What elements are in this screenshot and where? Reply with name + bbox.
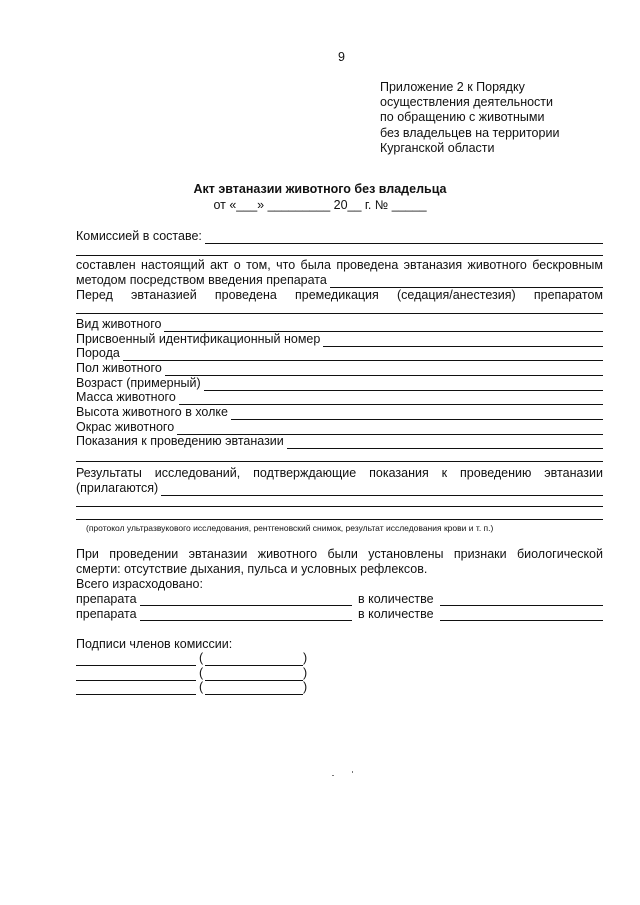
results-note: (протокол ультразвукового исследования, рентгеновский снимок, результат исследования крови и т. п.) — [86, 523, 494, 533]
field-label: Присвоенный идентификационный номер — [76, 332, 321, 346]
method-label: методом посредством введения препарата — [76, 273, 327, 287]
annex-line: без владельцев на территории — [380, 125, 560, 140]
field-animal-type[interactable] — [76, 317, 603, 332]
premedication-drug-field[interactable] — [76, 273, 603, 288]
annex-line: по обращению с животными — [380, 110, 545, 125]
blank-line — [231, 407, 603, 420]
field-id-number[interactable] — [76, 332, 603, 347]
drug-label: препарата — [76, 592, 137, 606]
field-indications[interactable] — [76, 434, 603, 449]
blank-line — [76, 461, 603, 462]
field-sex[interactable] — [76, 361, 603, 376]
signature-name-blank[interactable] — [205, 665, 303, 666]
quantity-label: в количестве — [358, 592, 434, 606]
annex-line: осуществления деятельности — [380, 95, 554, 110]
blank-line — [179, 392, 603, 405]
blank-line — [76, 506, 603, 507]
blank-line — [330, 275, 603, 288]
field-label: Вид животного — [76, 317, 162, 331]
signature-blank[interactable] — [76, 665, 196, 666]
blank-line — [205, 231, 603, 244]
blank-line — [123, 348, 603, 361]
field-label: Масса животного — [76, 390, 176, 404]
blank-line — [161, 483, 603, 496]
document-title: Акт эвтаназии животного без владельца — [193, 182, 447, 196]
signs-text-line: смерти: отсутствие дыхания, пульса и условных рефлексов. — [76, 562, 428, 576]
annex-note — [380, 80, 559, 156]
signature-blank[interactable] — [76, 694, 196, 695]
results-text-line: Результаты исследований, подтверждающие показания к проведению эвтаназии — [76, 466, 603, 480]
blank-line — [76, 519, 603, 520]
results-label: (прилагаются) — [76, 481, 159, 495]
date-number-line: от «___» _________ 20__ г. № _____ — [213, 198, 427, 212]
drug-label: препарата — [76, 607, 137, 621]
signatures-label: Подписи членов комиссии: — [76, 637, 233, 651]
annex-line: Приложение 2 к Порядку — [380, 80, 525, 94]
spent-label: Всего израсходовано: — [76, 577, 203, 591]
signature-open-paren: ( — [199, 666, 204, 680]
commission-label: Комиссией в составе: — [76, 229, 202, 243]
field-label: Показания к проведению эвтаназии — [76, 434, 284, 448]
blank-line — [76, 313, 603, 314]
blank-line — [76, 255, 603, 256]
scan-speck — [332, 775, 334, 776]
signature-close-paren: ) — [303, 666, 308, 680]
field-label: Возраст (примерный) — [76, 376, 201, 390]
field-label: Высота животного в холке — [76, 405, 228, 419]
field-label: Окрас животного — [76, 420, 175, 434]
drug-name-blank[interactable] — [140, 620, 352, 621]
field-weight[interactable] — [76, 390, 603, 405]
body-text-line: составлен настоящий акт о том, что была проведена эвтаназия животного бескровным — [76, 258, 603, 272]
signature-close-paren: ) — [303, 651, 308, 665]
blank-line — [165, 363, 603, 376]
field-color[interactable] — [76, 420, 603, 435]
field-age[interactable] — [76, 376, 603, 391]
annex-line: Курганской области — [380, 140, 495, 155]
quantity-label: в количестве — [358, 607, 434, 621]
scan-speck — [352, 771, 353, 773]
field-height[interactable] — [76, 405, 603, 420]
signature-close-paren: ) — [303, 680, 308, 694]
body-text-line: Перед эвтаназией проведена премедикация (седация/анестезия) препаратом — [76, 288, 603, 302]
results-field[interactable] — [76, 481, 603, 496]
signature-open-paren: ( — [199, 680, 204, 694]
blank-line — [287, 436, 603, 449]
page-number: 9 — [338, 50, 345, 64]
blank-line — [164, 319, 603, 332]
drug-name-blank[interactable] — [140, 605, 352, 606]
signature-name-blank[interactable] — [205, 680, 303, 681]
signs-text-line: При проведении эвтаназии животного были установлены признаки биологической — [76, 547, 603, 561]
signature-name-blank[interactable] — [205, 694, 303, 695]
quantity-blank[interactable] — [440, 605, 603, 606]
signature-blank[interactable] — [76, 680, 196, 681]
signature-open-paren: ( — [199, 651, 204, 665]
field-label: Порода — [76, 346, 120, 360]
field-label: Пол животного — [76, 361, 162, 375]
field-breed[interactable] — [76, 346, 603, 361]
commission-field[interactable] — [76, 229, 603, 244]
quantity-blank[interactable] — [440, 620, 603, 621]
